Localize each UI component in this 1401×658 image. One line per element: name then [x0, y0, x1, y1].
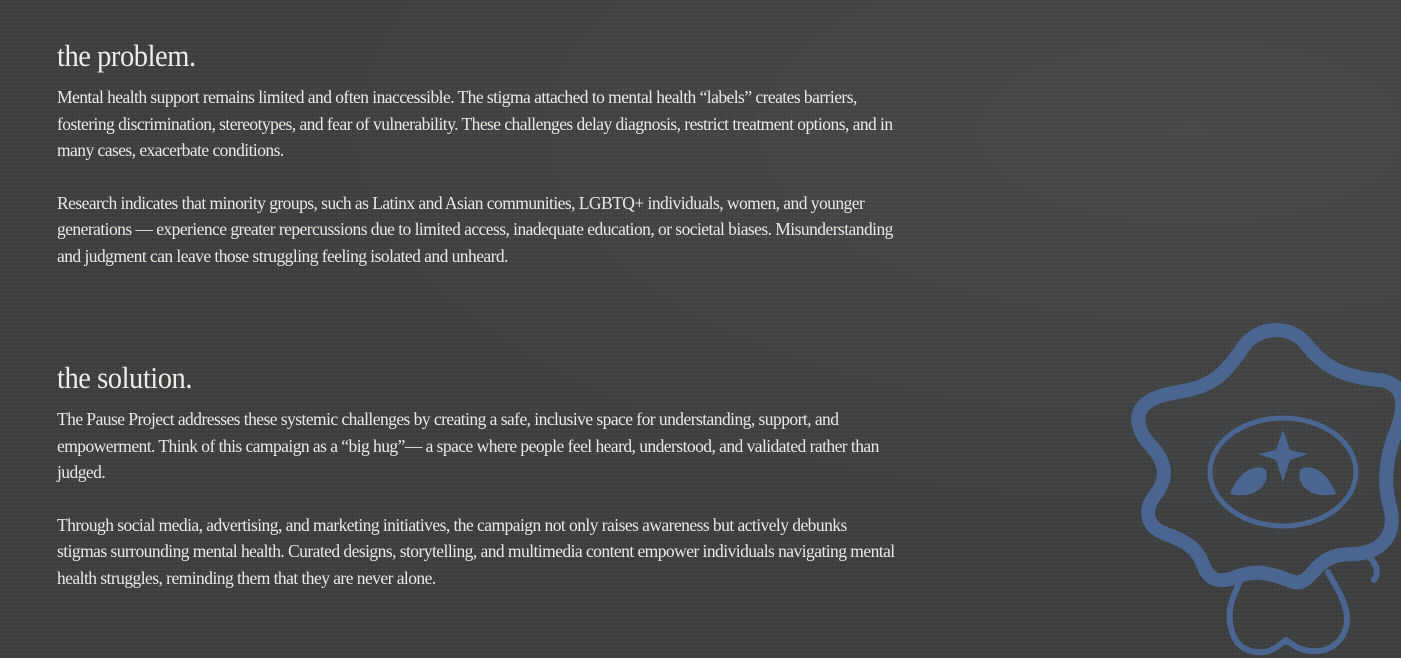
problem-paragraph-1: Mental health support remains limited and often inaccessible. The stigma attached to mental health “labels” creates barriers, fostering discrimination, stereotypes, and fear of vulnerability. These challenges delay diagnosis, restrict treatment options, and in many cases, exacerbate conditions.: [57, 87, 893, 160]
problem-paragraph-2: Research indicates that minority groups, such as Latinx and Asian communities, LGBTQ+ individuals, women, and younger generations — experience greater repercussions due to limited access, inadequate education, or societal biases. Misunderstanding and judgment can leave those struggling feeling isolated and unheard.: [57, 192, 893, 266]
solution-heading: the solution.: [57, 360, 193, 395]
solution-section: [57, 358, 897, 617]
solution-paragraph-1: The Pause Project addresses these systemic challenges by creating a safe, inclusive space for understanding, support, and empowerment. Think of this campaign as a “big hug”— a space where people feel heard, understood, and validated rather than judged.: [57, 409, 879, 482]
problem-section: [57, 36, 897, 295]
problem-heading: the problem.: [57, 38, 196, 73]
star-character-icon: [1128, 322, 1401, 658]
solution-paragraph-2: Through social media, advertising, and marketing initiatives, the campaign not only raises awareness but actively debunks stigmas surrounding mental health. Curated designs, storytelling, and multimedia content empower individuals navigating mental health struggles, reminding them that they are never alone.: [57, 514, 895, 588]
